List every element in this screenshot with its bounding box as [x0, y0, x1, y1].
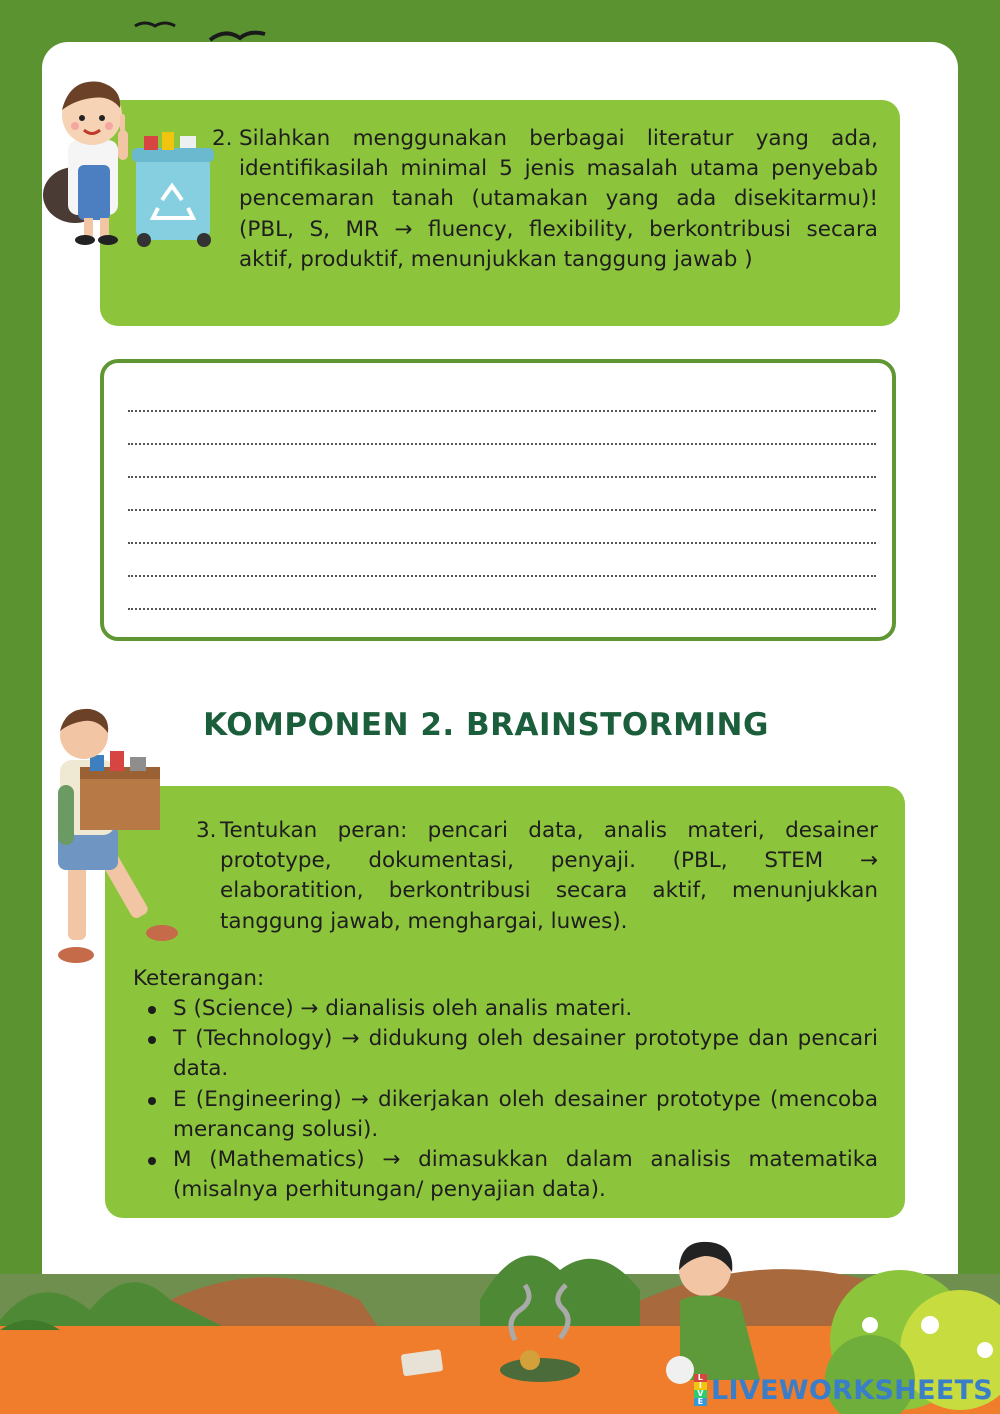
- bullet-icon: [148, 1036, 156, 1044]
- bullet-icon: [148, 1097, 156, 1105]
- brand-mark-icon: L I V E: [694, 1374, 707, 1406]
- answer-line[interactable]: [128, 575, 876, 577]
- section-heading: KOMPONEN 2. BRAINSTORMING: [203, 707, 769, 743]
- list-item: [148, 994, 878, 1024]
- answer-line[interactable]: [128, 608, 876, 610]
- list-item-text: S (Science) → dianalisis oleh analis materi.: [173, 996, 633, 1021]
- question-2-text: Silahkan menggunakan berbagai literatur yang ada, identifikasilah minimal 5 jenis masalah utama penyebab pencemaran tanah (utamakan yang ada disekitarmu)! (PBL, S, MR → fluency, flexibility, berkontribusi secara aktif, produktif, menunjukkan tanggung jawab ): [239, 126, 878, 272]
- list-item: [148, 1024, 878, 1084]
- bullet-icon: [148, 1006, 156, 1014]
- boy-carrying-box-illustration: [50, 705, 180, 970]
- list-item-text: T (Technology) → didukung oleh desainer prototype dan pencari data.: [173, 1026, 878, 1082]
- answer-line[interactable]: [128, 443, 876, 445]
- answer-box[interactable]: [100, 359, 896, 641]
- list-item: [148, 1085, 878, 1145]
- question-3-text: Tentukan peran: pencari data, analis materi, desainer prototype, dokumentasi, penyaji. (PBL, STEM → elaboratition, berkontribusi secara aktif, menunjukkan tanggung jawab, menghargai, luwes).: [220, 818, 878, 934]
- question-3-number: 3.: [196, 818, 217, 843]
- question-2-number: 2.: [212, 126, 233, 151]
- bullet-icon: [148, 1157, 156, 1165]
- birds-decoration: [130, 18, 270, 48]
- brand-text: LIVEWORKSHEETS: [711, 1374, 994, 1406]
- keterangan-list: [148, 994, 878, 1205]
- liveworksheets-logo: [694, 1372, 993, 1408]
- keterangan-label: Keterangan:: [133, 966, 265, 991]
- answer-line[interactable]: [128, 476, 876, 478]
- answer-line[interactable]: [128, 509, 876, 511]
- list-item-text: M (Mathematics) → dimasukkan dalam analisis matematika (misalnya perhitungan/ penyajian data).: [173, 1147, 878, 1203]
- answer-line[interactable]: [128, 410, 876, 412]
- kid-recycling-illustration: [40, 70, 220, 255]
- list-item-text: E (Engineering) → dikerjakan oleh desainer prototype (mencoba merancang solusi).: [173, 1086, 878, 1142]
- answer-line[interactable]: [128, 542, 876, 544]
- list-item: [148, 1145, 878, 1205]
